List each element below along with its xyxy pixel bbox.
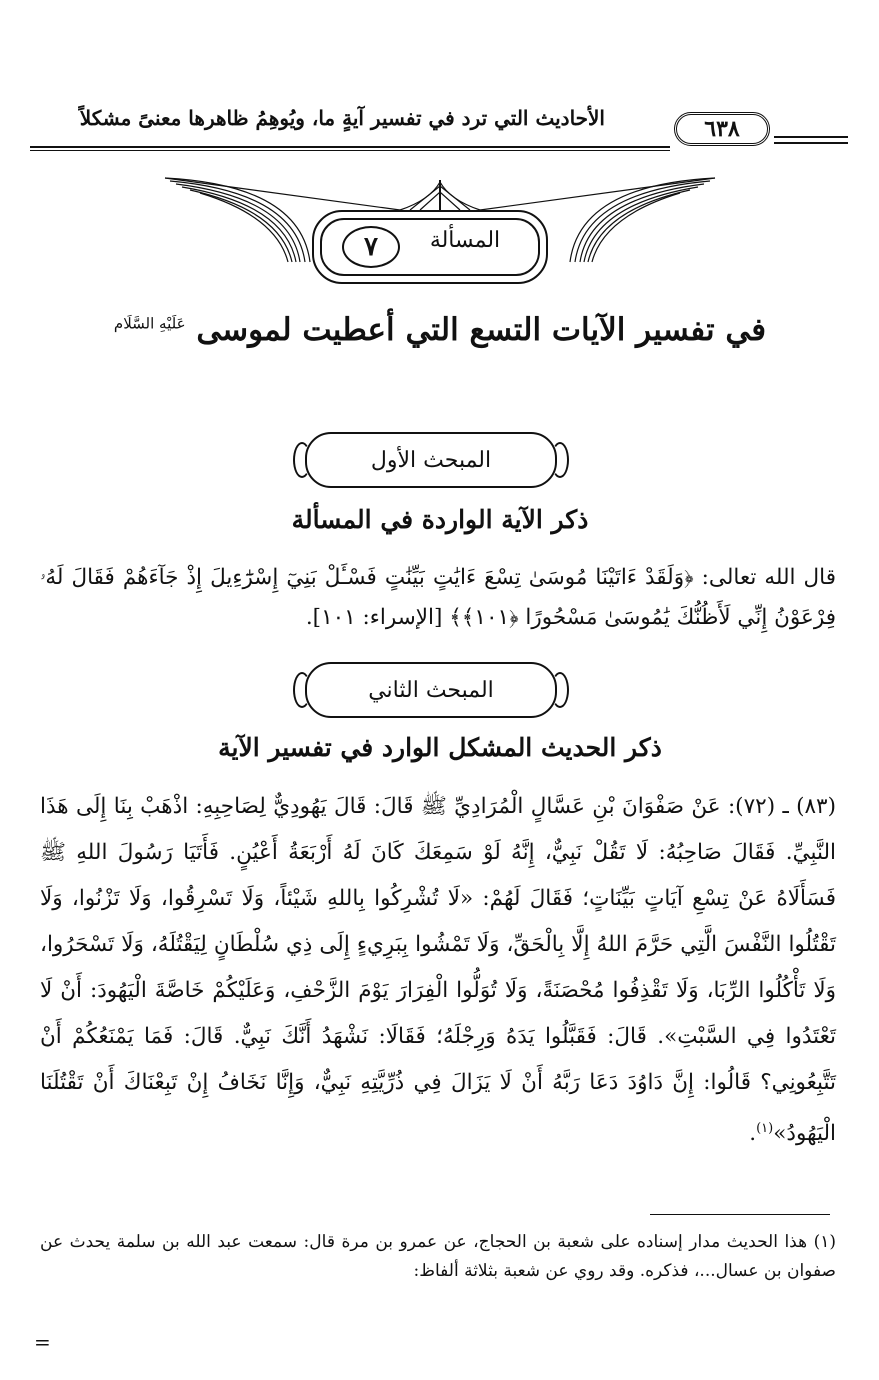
hadith-text: (٨٣) ـ (٧٢): عَنْ صَفْوَانَ بْنِ عَسَّالٍ الْمُرَادِيِّ ﷺ قَالَ: قَالَ يَهُودِيٌّ لِصَاحِبِهِ: اذْهَبْ بِنَا إِلَى هَذَا النَّبِيِّ. فَقَالَ صَاحِبُهُ: لَا تَقُلْ نَبِيٌّ، إِنَّهُ لَوْ سَمِعَكَ كَانَ لَهُ أَرْبَعَةُ أَعْيُنٍ. فَأَتَيَا رَسُولَ اللهِ ﷺ فَسَأَلَاهُ عَنْ تِسْعِ آيَاتٍ بَيِّنَاتٍ؛ فَقَالَ لَهُمْ: «لَا تُشْرِكُوا بِاللهِ شَيْئاً، وَلَا تَسْرِقُوا، وَلَا تَزْنُوا، وَلَا تَقْتُلُوا النَّفْسَ الَّتِي حَرَّمَ اللهُ إِلَّا بِالْحَقِّ، وَلَا تَمْشُوا بِبَرِيءٍ إِلَى ذِي سُلْطَانٍ لِيَقْتُلَهُ، وَلَا تَسْحَرُوا، وَلَا تَأْكُلُوا الرِّبَا، وَلَا تَقْذِفُوا مُحْصَنَةً، وَلَا تُوَلُّوا الْفِرَارَ يَوْمَ الزَّحْفِ، وَعَلَيْكُمْ خَاصَّةَ الْيَهُودَ: أَنْ لَا تَعْتَدُوا فِي السَّبْتِ». قَالَ: فَقَبَّلُوا يَدَهُ وَرِجْلَهُ؛ فَقَالَا: نَشْهَدُ أَنَّكَ نَبِيٌّ. قَالَ: فَمَا يَمْنَعُكُمْ أَنْ تَتَّبِعُونِي؟ قَالُوا: إِنَّ دَاوُدَ دَعَا رَبَّهُ أَنْ لَا يَزَالَ فِي ذُرِّيَّتِهِ نَبِيٌّ، وَإِنَّا نَخَافُ إِنْ تَبِعْنَاكَ أَنْ تَقْتُلَنَا الْيَهُودُ»	[40, 794, 836, 1147]
honorific: عَلَيْهِ السَّلَام	[113, 314, 186, 333]
footnote-text: هذا الحديث مدار إسناده على شعبة بن الحجاج، عن عمرو بن مرة قال: سمعت عبد الله بن سلمة يحدث عن صفوان بن عسال...، فذكره. وقد روي عن شعبة بثلاثة ألفاظ:	[40, 1232, 836, 1281]
section2-heading: ذكر الحديث المشكل الوارد في تفسير الآية	[218, 733, 662, 762]
page-number: ٦٣٨	[674, 112, 770, 146]
section2-text: (٨٣) ـ (٧٢): عَنْ صَفْوَانَ بْنِ عَسَّالٍ الْمُرَادِيِّ ﷺ قَالَ: قَالَ يَهُودِيٌّ لِصَاحِبِهِ: اذْهَبْ بِنَا إِلَى هَذَا النَّبِيِّ. فَقَالَ صَاحِبُهُ: لَا تَقُلْ نَبِيٌّ، إِنَّهُ لَوْ سَمِعَكَ كَانَ لَهُ أَرْبَعَةُ أَعْيُنٍ. فَأَتَيَا رَسُولَ اللهِ ﷺ فَسَأَلَاهُ عَنْ تِسْعِ آيَاتٍ بَيِّنَاتٍ؛ فَقَالَ لَهُمْ: «لَا تُشْرِكُوا بِاللهِ شَيْئاً، وَلَا تَسْرِقُوا، وَلَا تَزْنُوا، وَلَا تَقْتُلُوا النَّفْسَ الَّتِي حَرَّمَ اللهُ إِلَّا بِالْحَقِّ، وَلَا تَمْشُوا بِبَرِيءٍ إِلَى ذِي سُلْطَانٍ لِيَقْتُلَهُ، وَلَا تَسْحَرُوا، وَلَا تَأْكُلُوا الرِّبَا، وَلَا تَقْذِفُوا مُحْصَنَةً، وَلَا تُوَلُّوا الْفِرَارَ يَوْمَ الزَّحْفِ، وَعَلَيْكُمْ خَاصَّةَ الْيَهُودَ: أَنْ لَا تَعْتَدُوا فِي السَّبْتِ». قَالَ: فَقَبَّلُوا يَدَهُ وَرِجْلَهُ؛ فَقَالَا: نَشْهَدُ أَنَّكَ نَبِيٌّ. قَالَ: فَمَا يَمْنَعُكُمْ أَنْ تَتَّبِعُونِي؟ قَالُوا: إِنَّ دَاوُدَ دَعَا رَبَّهُ أَنْ لَا يَزَالَ فِي ذُرِّيَّتِهِ نَبِيٌّ، وَإِنَّا نَخَافُ إِنْ تَبِعْنَاكَ أَنْ تَقْتُلَنَا الْيَهُودُ»$^{(١)}$.	[40, 794, 836, 1147]
section2-box: المبحث الثاني	[305, 662, 557, 718]
footnote-number: (١)	[813, 1232, 837, 1252]
main-title-text: في تفسير الآيات التسع التي أعطيت لموسى	[196, 312, 767, 348]
masala-number: ٧	[342, 226, 400, 268]
main-title	[60, 312, 820, 348]
section1-text: قال الله تعالى: ﴿وَلَقَدْ ءَاتَيْنَا مُوسَىٰ تِسْعَ ءَايَٰتٍ بَيِّنَٰتٍ فَسْـَٔلْ بَنِيٓ إِسْرَٰٓءِيلَ إِذْ جَآءَهُمْ فَقَالَ لَهُۥ فِرْعَوْنُ إِنِّي لَأَظُنُّكَ يَٰمُوسَىٰ مَسْحُورًا ﴿١٠١﴾﴾ [الإسراء: ١٠١].	[40, 565, 836, 630]
footnote-ref: (١)	[756, 1121, 774, 1136]
section1-box: المبحث الأول	[305, 432, 557, 488]
footnote-rule	[650, 1214, 830, 1215]
masala-label: المسألة	[429, 228, 501, 253]
section1-heading: ذكر الآية الواردة في المسألة	[291, 505, 589, 534]
footnote	[40, 1228, 836, 1286]
continuation-mark: =	[34, 1330, 51, 1354]
running-title: الأحاديث التي ترد في تفسير آيةٍ ما، ويُوهِمُ ظاهرها معنىً مشكلاً	[79, 106, 605, 130]
